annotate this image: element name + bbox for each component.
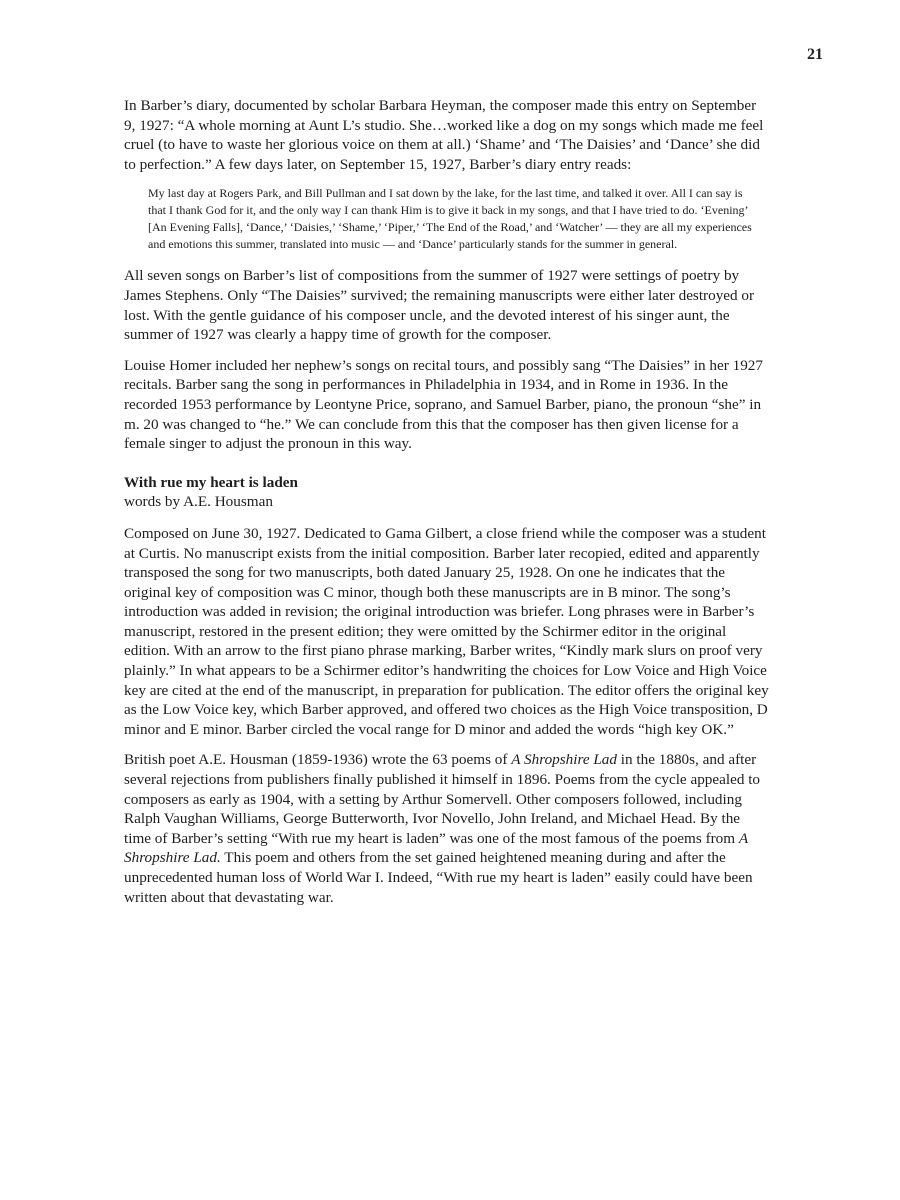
section-subheading: words by A.E. Housman <box>124 493 273 511</box>
housman-text-part-3: This poem and others from the set gained heightened meaning during and after the unprecedented human loss of World War I. Indeed, “With rue my heart is laden” easily could have been written about that devastating war. <box>124 849 753 906</box>
housman-text-part-1: British poet A.E. Housman (1859-1936) wrote the 63 poems of <box>124 751 512 769</box>
paragraph-recital-tours: Louise Homer included her nephew’s songs on recital tours, and possibly sang “The Daisies” in her 1927 recitals. Barber sang the song in performances in Philadelphia in 1934, and in Rome in 1936. In the recorded 1953 performance by Leontyne Price, soprano, and Samuel Barber, piano, the pronoun “she” in m. 20 was changed to “he.” We can conclude from this that the composer has then given license for a female singer to adjust the pronoun in this way. <box>124 356 763 453</box>
section-heading: With rue my heart is laden <box>124 473 298 491</box>
paragraph-housman <box>124 750 770 907</box>
page-number: 21 <box>807 46 823 63</box>
book-title-shropshire-lad-2: A Shropshire Lad. <box>124 829 748 867</box>
page-content <box>124 96 770 918</box>
housman-text-part-2: in the 1880s, and after several rejections from publishers finally published it himself in 1896. Poems from the cycle appealed to composers as early as 1904, with a setting by Arthur Somervell. Other composers followed, including Ralph Vaughan Williams, George Butterworth, Ivor Novello, John Ireland, and Michael Head. By the time of Barber’s setting “With rue my heart is laden” was one of the most famous of the poems from <box>124 751 761 847</box>
paragraph-seven-songs: All seven songs on Barber’s list of compositions from the summer of 1927 were settings of poetry by James Stephens. Only “The Daisies” survived; the remaining manuscripts were either later destroyed or lost. With the gentle guidance of his composer uncle, and the devoted interest of his singer aunt, the summer of 1927 was clearly a happy time of growth for the composer. <box>124 267 755 344</box>
paragraph-composition-history: Composed on June 30, 1927. Dedicated to Gama Gilbert, a close friend while the composer was a student at Curtis. No manuscript exists from the initial composition. Barber later recopied, edited and apparently transposed the song for two manuscripts, both dated January 25, 1928. On one he indicates that the original key of composition was C minor, though both these manuscripts are in B minor. The song’s introduction was added in revision; the original introduction was briefer. Long phrases were in Barber’s manuscript, restored in the present edition; they were omitted by the Schirmer editor in the original edition. With an arrow to the first piano phrase marking, Barber writes, “Kindly mark slurs on proof very plainly.” In what appears to be a Schirmer editor’s handwriting the choices for Low Voice and High Voice key are cited at the end of the manuscript, in preparation for publication. The editor offers the original key as the Low Voice key, which Barber approved, and offered two choices as the High Voice transposition, D minor and E minor. Barber circled the vocal range for D minor and added the words “high key OK.” <box>124 524 769 738</box>
paragraph-diary-intro: In Barber’s diary, documented by scholar Barbara Heyman, the composer made this entry on September 9, 1927: “A whole morning at Aunt L’s studio. She…worked like a dog on my songs which made me feel cruel (to have to waste her glorious voice on them at all.) ‘Shame’ and ‘The Daisies’ and ‘Dance’ she did to perfection.” A few days later, on September 15, 1927, Barber’s diary entry reads: <box>124 97 764 173</box>
book-title-shropshire-lad: A Shropshire Lad <box>511 751 617 769</box>
block-quote-diary-entry: My last day at Rogers Park, and Bill Pullman and I sat down by the lake, for the last time, and talked it over. All I can say is that I thank God for it, and the only way I can thank Him is to give it back in my songs, and that I have tried to do. ‘Evening’ [An Evening Falls], ‘Dance,’ ‘Daisies,’ ‘Shame,’ ‘Piper,’ ‘The End of the Road,’ and ‘Watcher’ — they are all my experiences and emotions this summer, translated into music — and ‘Dance’ particularly stands for the summer in general. <box>148 186 752 252</box>
